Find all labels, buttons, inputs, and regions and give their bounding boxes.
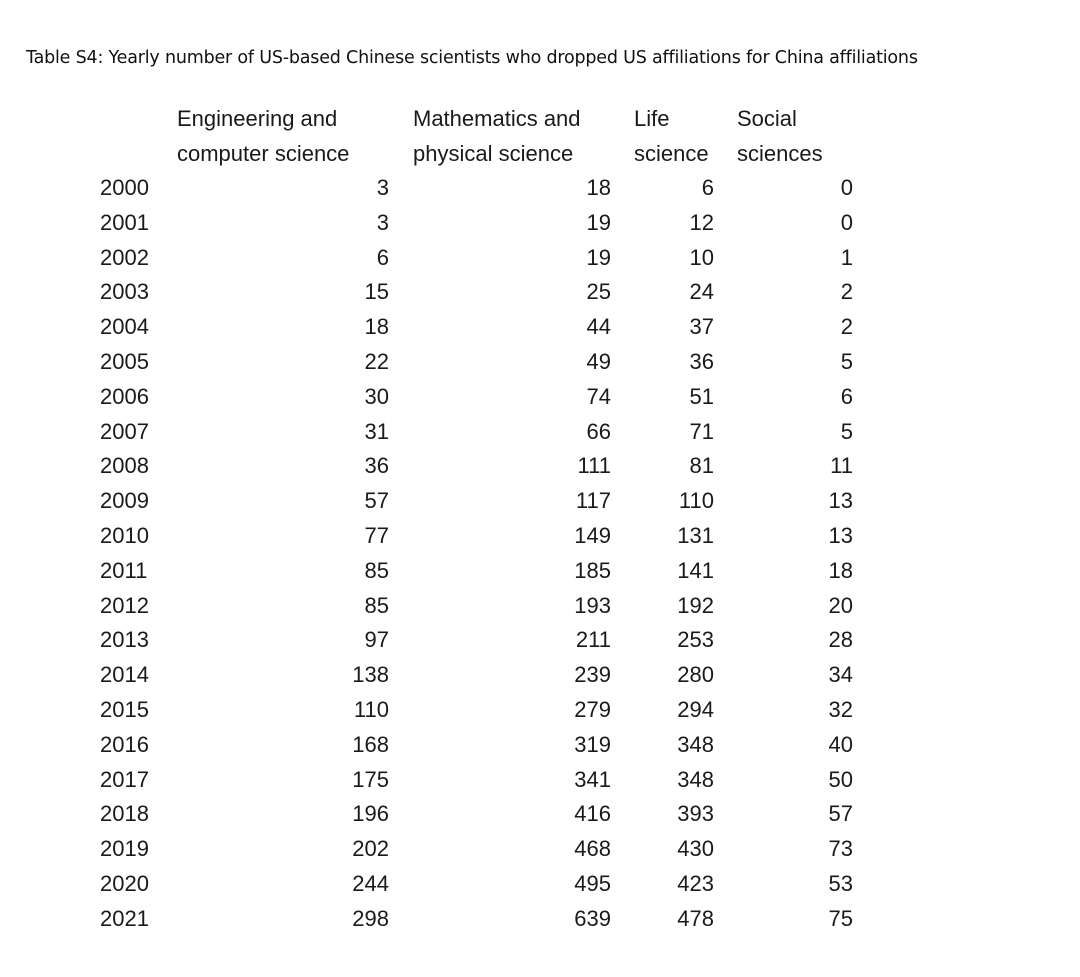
cell-life: 6 — [701, 175, 714, 200]
cell-social: 20 — [828, 592, 853, 618]
cell-social: 6 — [840, 383, 853, 409]
cell-mathematics: 18 — [586, 175, 611, 200]
cell-engineering: 15 — [364, 279, 389, 305]
cell-engineering: 31 — [364, 418, 389, 444]
row-year: 2001 — [100, 209, 149, 235]
cell-mathematics: 111 — [577, 453, 611, 479]
cell-social: 0 — [840, 175, 853, 200]
cell-life: 36 — [689, 349, 714, 374]
cell-social: 73 — [828, 836, 853, 862]
cell-life: 348 — [677, 766, 714, 792]
cell-social: 5 — [840, 418, 853, 444]
cell-mathematics: 44 — [586, 314, 611, 340]
cell-life: 280 — [677, 662, 714, 688]
cell-mathematics: 74 — [586, 383, 611, 409]
row-year: 2019 — [100, 836, 149, 862]
table-row — [0, 448, 1080, 483]
table-row — [0, 588, 1080, 623]
table-row — [0, 309, 1080, 344]
cell-mathematics: 19 — [586, 209, 611, 235]
cell-engineering: 138 — [352, 662, 389, 688]
row-year: 2014 — [100, 662, 149, 688]
table-row — [0, 762, 1080, 797]
cell-social: 32 — [828, 697, 853, 722]
row-year: 2000 — [100, 175, 149, 200]
table-row — [0, 170, 1080, 205]
row-year: 2010 — [100, 523, 149, 548]
header-mathematics — [413, 101, 581, 171]
table-row — [0, 727, 1080, 762]
table-row — [0, 344, 1080, 379]
cell-engineering: 36 — [364, 453, 389, 479]
table-row — [0, 622, 1080, 657]
row-year: 2009 — [100, 488, 149, 514]
cell-engineering: 3 — [376, 175, 389, 200]
cell-life: 12 — [689, 209, 714, 235]
table-row — [0, 553, 1080, 588]
header-social-line1: Social — [737, 106, 797, 131]
cell-engineering: 3 — [376, 209, 389, 235]
header-engineering-line2: computer science — [177, 141, 350, 166]
header-social-line2: sciences — [737, 141, 823, 166]
cell-life: 192 — [677, 592, 714, 618]
cell-life: 393 — [677, 801, 714, 827]
cell-life: 141 — [677, 557, 714, 583]
cell-life: 10 — [689, 244, 714, 270]
row-year: 2012 — [100, 592, 149, 618]
cell-engineering: 97 — [364, 627, 389, 653]
cell-life: 253 — [677, 627, 714, 653]
cell-engineering: 85 — [364, 557, 389, 583]
table-row — [0, 692, 1080, 727]
cell-social: 57 — [828, 801, 853, 827]
cell-mathematics: 211 — [575, 627, 611, 653]
header-life-line2: science — [634, 141, 709, 166]
cell-engineering: 110 — [353, 697, 389, 722]
cell-social: 28 — [828, 627, 853, 653]
table-row — [0, 796, 1080, 831]
table-row — [0, 866, 1080, 901]
cell-life: 131 — [677, 523, 714, 548]
table-caption: Table S4: Yearly number of US-based Chinese scientists who dropped US affiliations for China affiliations — [26, 48, 918, 68]
cell-social: 75 — [828, 905, 853, 931]
cell-mathematics: 341 — [574, 766, 611, 792]
cell-life: 430 — [677, 836, 714, 862]
cell-mathematics: 185 — [574, 557, 611, 583]
row-year: 2002 — [100, 244, 149, 270]
cell-life: 110 — [678, 488, 714, 514]
row-year: 2013 — [100, 627, 149, 653]
header-life — [634, 101, 709, 171]
cell-life: 294 — [677, 697, 714, 722]
cell-mathematics: 193 — [574, 592, 611, 618]
cell-mathematics: 19 — [586, 244, 611, 270]
header-life-line1: Life — [634, 106, 670, 131]
cell-engineering: 298 — [352, 905, 389, 931]
cell-engineering: 77 — [364, 523, 389, 548]
cell-engineering: 85 — [364, 592, 389, 618]
row-year: 2017 — [100, 766, 149, 792]
cell-life: 51 — [689, 383, 714, 409]
cell-mathematics: 416 — [574, 801, 611, 827]
table-row — [0, 379, 1080, 414]
row-year: 2005 — [100, 349, 149, 374]
cell-social: 50 — [828, 766, 853, 792]
cell-social: 0 — [840, 209, 853, 235]
cell-engineering: 22 — [364, 349, 389, 374]
cell-engineering: 168 — [352, 731, 389, 757]
cell-social: 53 — [828, 871, 853, 896]
cell-life: 423 — [677, 871, 714, 896]
cell-life: 478 — [677, 905, 714, 931]
table-row — [0, 483, 1080, 518]
cell-mathematics: 66 — [586, 418, 611, 444]
row-year: 2015 — [100, 697, 149, 722]
table-row — [0, 657, 1080, 692]
cell-social: 1 — [840, 244, 853, 270]
cell-mathematics: 117 — [575, 488, 611, 514]
cell-mathematics: 319 — [574, 731, 611, 757]
cell-social: 34 — [828, 662, 853, 688]
cell-mathematics: 279 — [574, 697, 611, 722]
cell-engineering: 57 — [364, 488, 389, 514]
cell-mathematics: 239 — [574, 662, 611, 688]
header-engineering — [177, 101, 349, 171]
table-row — [0, 240, 1080, 275]
cell-mathematics: 639 — [574, 905, 611, 931]
row-year: 2008 — [100, 453, 149, 479]
cell-social: 2 — [840, 279, 853, 305]
cell-mathematics: 25 — [586, 279, 611, 305]
cell-social: 11 — [830, 453, 853, 479]
cell-life: 348 — [677, 731, 714, 757]
cell-engineering: 202 — [352, 836, 389, 862]
table-row — [0, 901, 1080, 936]
row-year: 2006 — [100, 383, 149, 409]
cell-life: 81 — [689, 453, 714, 479]
header-engineering-line1: Engineering and — [177, 106, 338, 131]
cell-engineering: 6 — [376, 244, 389, 270]
cell-engineering: 196 — [352, 801, 389, 827]
header-mathematics-line2: physical science — [413, 141, 574, 166]
table-row — [0, 414, 1080, 449]
cell-social: 18 — [828, 557, 853, 583]
cell-life: 71 — [689, 418, 714, 444]
cell-social: 5 — [840, 349, 853, 374]
table-row — [0, 274, 1080, 309]
header-social — [737, 101, 823, 171]
table-row — [0, 205, 1080, 240]
row-year: 2021 — [100, 905, 149, 931]
row-year: 2004 — [100, 314, 149, 340]
cell-mathematics: 468 — [574, 836, 611, 862]
row-year: 2003 — [100, 279, 149, 305]
row-year: 2007 — [100, 418, 149, 444]
cell-life: 37 — [689, 314, 714, 340]
header-mathematics-line1: Mathematics and — [413, 106, 581, 131]
cell-engineering: 18 — [364, 314, 389, 340]
row-year: 2018 — [100, 801, 149, 827]
row-year: 2016 — [100, 731, 149, 757]
cell-social: 13 — [828, 488, 853, 514]
cell-life: 24 — [689, 279, 714, 305]
cell-social: 2 — [840, 314, 853, 340]
cell-mathematics: 49 — [586, 349, 611, 374]
table-row — [0, 831, 1080, 866]
row-year: 2011 — [100, 557, 148, 583]
table-row — [0, 518, 1080, 553]
cell-engineering: 244 — [352, 871, 389, 896]
cell-social: 13 — [828, 523, 853, 548]
cell-mathematics: 149 — [574, 523, 611, 548]
cell-engineering: 30 — [364, 383, 389, 409]
row-year: 2020 — [100, 871, 149, 896]
cell-engineering: 175 — [352, 766, 389, 792]
cell-social: 40 — [828, 731, 853, 757]
cell-mathematics: 495 — [574, 871, 611, 896]
